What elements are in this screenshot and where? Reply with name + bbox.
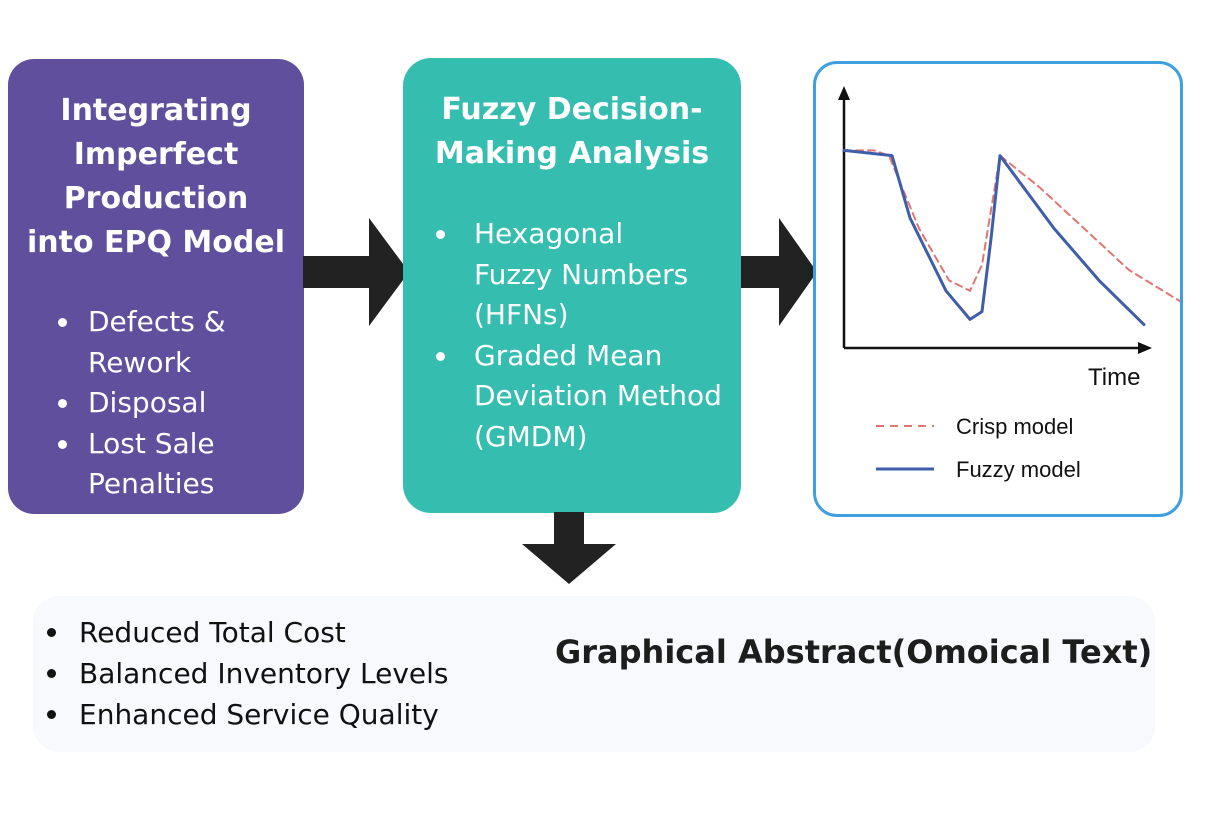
chart-canvas xyxy=(816,64,1180,514)
production-model-title: Integrating Imperfect Production into EPQ Model xyxy=(26,93,286,260)
right-arrow-icon xyxy=(741,218,819,326)
chart-legend xyxy=(876,414,1081,482)
list-item: Enhanced Service Quality xyxy=(45,694,448,735)
y-axis-arrowhead xyxy=(838,86,850,100)
chart-series xyxy=(844,150,1180,324)
list-item: Disposal xyxy=(58,383,226,424)
graphical-abstract-title: Graphical Abstract(Omoical Text) xyxy=(555,633,1153,671)
list-item: Hexagonal Fuzzy Numbers (HFNs) xyxy=(436,214,722,336)
legend-label: Fuzzy model xyxy=(956,457,1081,482)
outcomes-list xyxy=(45,612,448,735)
fuzzy-analysis-box xyxy=(403,58,741,513)
list-item: Reduced Total Cost xyxy=(45,612,448,653)
list-item: Lost Sale Penalties xyxy=(58,424,226,505)
list-item: Graded Mean Deviation Method (GMDM) xyxy=(436,336,722,458)
list-item: Balanced Inventory Levels xyxy=(45,653,448,694)
model-comparison-chart xyxy=(813,61,1183,517)
fuzzy-analysis-title: Fuzzy Decision- Making Analysis xyxy=(434,92,710,171)
right-arrow-icon xyxy=(303,218,411,326)
production-model-box xyxy=(8,59,304,514)
x-axis-arrowhead xyxy=(1138,342,1152,354)
list-item: Defects & Rework xyxy=(58,302,226,383)
x-axis-label: Time xyxy=(1088,364,1141,391)
production-factors-list xyxy=(58,302,226,505)
outcomes-panel xyxy=(33,596,1155,752)
chart-axes xyxy=(838,86,1152,354)
legend-label: Crisp model xyxy=(956,414,1074,439)
down-arrow-icon xyxy=(522,512,618,584)
series-line-fuzzy-model xyxy=(844,150,1144,324)
fuzzy-methods-list xyxy=(436,214,722,457)
